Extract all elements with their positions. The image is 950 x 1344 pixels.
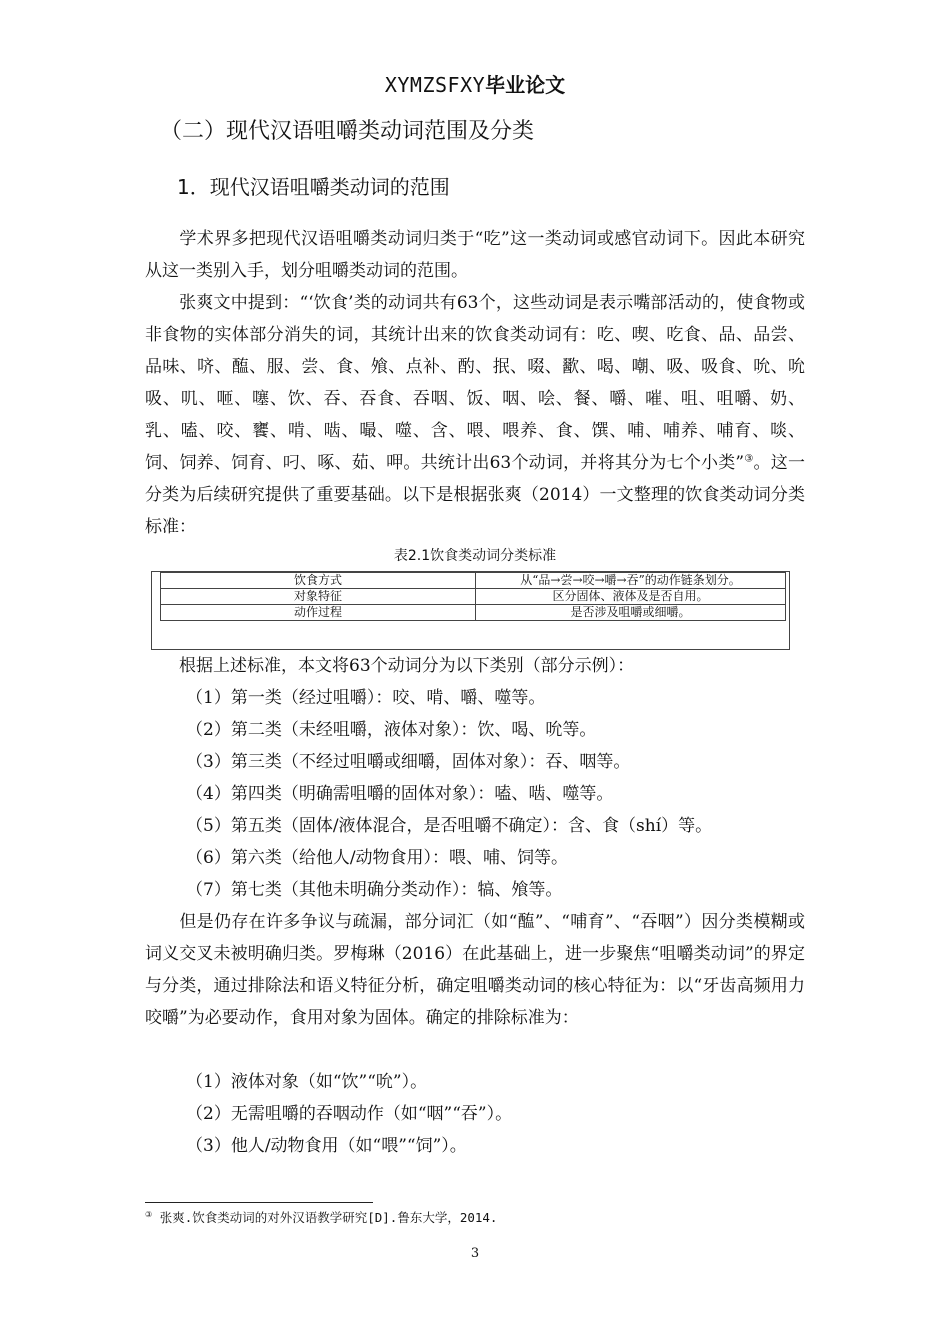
list-item: （2）无需咀嚼的吞咽动作（如“咽”“吞”）。 bbox=[186, 1104, 513, 1124]
list-item: （2）第二类（未经咀嚼，液体对象）：饮、喝、吮等。 bbox=[186, 720, 597, 740]
table-cell-desc: 从“品→尝→咬→嚼→吞”的动作链条划分。 bbox=[476, 573, 786, 589]
table-row bbox=[161, 573, 786, 589]
table-cell-label: 动作过程 bbox=[161, 605, 476, 621]
criteria-table bbox=[160, 572, 786, 621]
paragraph-zhang-tail: 。这一分类为后续研究提供了重要基础。以下是根据张爽（2014）一文整理的饮食类动词分类标准： bbox=[145, 453, 806, 537]
paragraph-intro-text: 学术界多把现代汉语咀嚼类动词归类于“吃”这一类动词或感官动词下。因此本研究从这一类别入手，划分咀嚼类动词的范围。 bbox=[145, 229, 805, 281]
header-hanzi: 毕业论文 bbox=[485, 73, 566, 97]
paragraph-intro bbox=[145, 223, 805, 287]
list-item: （1）第一类（经过咀嚼）：咬、啃、嚼、噬等。 bbox=[186, 688, 546, 708]
paragraph-zhang-text: 张爽文中提到：“‘饮食’类的动词共有63个，这些动词是表示嘴部活动的，使食物或非食物的实体部分消失的词，其统计出来的饮食类动词有：吃、喫、吃食、品、品尝、品味、哜、醢、服、尝、食、飧、点补、酌、抿、啜、歠、喝、嘲、吸、吸食、吮、吮吸、叽、咂、噻、饮、吞、吞食、吞咽、饭、咽、哙、餐、嚼、嗺、咀、咀嚼、奶、乳、嗑、咬、饔、啃、啮、嘬、噬、含、喂、喂养、食、馔、哺、哺养、哺育、啖、饲、饲养、饲育、叼、啄、茹、呷。共统计出63个动词，并将其分为七个小类” bbox=[145, 293, 805, 473]
table-row bbox=[161, 589, 786, 605]
paragraph-zhang bbox=[145, 287, 805, 543]
paragraph-luo-text: 但是仍存在许多争议与疏漏，部分词汇（如“醢”、“哺育”、“吞咽”）因分类模糊或词义交叉未被明确归类。罗梅琳（2016）在此基础上，进一步聚焦“咀嚼类动词”的界定与分类，通过排除法和语义特征分析，确定咀嚼类动词的核心特征为：以“牙齿高频用力咬嚼”为必要动作，食用对象为固体。确定的排除标准为： bbox=[145, 912, 805, 1028]
footnote-text: 张爽.饮食类动词的对外汉语教学研究[D].鲁东大学，2014. bbox=[152, 1210, 498, 1225]
table-row bbox=[161, 605, 786, 621]
table-cell-desc: 是否涉及咀嚼或细嚼。 bbox=[476, 605, 786, 621]
table-cell-label: 饮食方式 bbox=[161, 573, 476, 589]
table-cell-desc: 区分固体、液体及是否自用。 bbox=[476, 589, 786, 605]
paragraph-luo bbox=[145, 906, 805, 1034]
table-caption: 表2.1饮食类动词分类标准 bbox=[393, 548, 557, 564]
paragraph-classification bbox=[145, 650, 805, 682]
running-header bbox=[0, 70, 950, 100]
paragraph-classification-text: 根据上述标准，本文将63个动词分为以下类别（部分示例）： bbox=[179, 656, 635, 676]
list-item: （7）第七类（其他未明确分类动作）：犒、飧等。 bbox=[186, 880, 563, 900]
list-item: （3）他人/动物食用（如“喂”“饲”）。 bbox=[186, 1136, 467, 1156]
header-latin: XYMZSFXY bbox=[384, 73, 486, 97]
subsection-heading: 1．现代汉语咀嚼类动词的范围 bbox=[177, 175, 450, 199]
footnote-mark: ③ bbox=[145, 1209, 153, 1219]
list-item: （4）第四类（明确需咀嚼的固体对象）：嗑、啮、噬等。 bbox=[186, 784, 614, 804]
table-cell-label: 对象特征 bbox=[161, 589, 476, 605]
list-item: （3）第三类（不经过咀嚼或细嚼，固体对象）：吞、咽等。 bbox=[186, 752, 631, 772]
list-item: （1）液体对象（如“饮”“吮”）。 bbox=[186, 1072, 428, 1092]
page-number: 3 bbox=[470, 1246, 480, 1261]
section-heading: （二）现代汉语咀嚼类动词范围及分类 bbox=[160, 119, 535, 144]
list-item: （5）第五类（固体/液体混合，是否咀嚼不确定）：含、食（shí）等。 bbox=[186, 816, 713, 836]
footnote-rule bbox=[145, 1202, 373, 1203]
footnote-reference: ③ bbox=[744, 453, 754, 465]
footnote bbox=[145, 1207, 497, 1229]
list-item: （6）第六类（给他人/动物食用）：喂、哺、饲等。 bbox=[186, 848, 569, 868]
